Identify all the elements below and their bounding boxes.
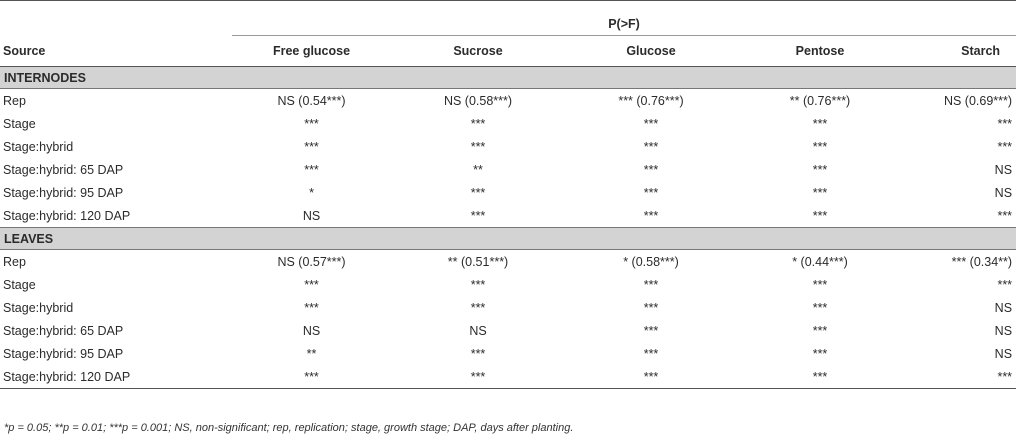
section-title: INTERNODES bbox=[0, 67, 1016, 89]
column-header-sucrose: Sucrose bbox=[391, 36, 565, 67]
row-label: Stage:hybrid: 120 DAP bbox=[0, 365, 232, 389]
cell-starch: NS bbox=[994, 162, 1013, 177]
table-row bbox=[0, 181, 1016, 204]
cell-free-glucose: *** bbox=[304, 139, 319, 154]
cell-pentose: *** bbox=[812, 208, 828, 223]
column-header-row bbox=[0, 36, 1016, 67]
header-group-row bbox=[0, 1, 1016, 36]
cell-free-glucose: * bbox=[309, 185, 314, 200]
table-row bbox=[0, 89, 1016, 113]
section-header-leaves bbox=[0, 228, 1016, 250]
cell-glucose: *** bbox=[643, 277, 659, 292]
table-row bbox=[0, 158, 1016, 181]
cell-glucose: *** bbox=[643, 323, 659, 338]
cell-sucrose: NS (0.58***) bbox=[443, 93, 513, 108]
cell-glucose: *** bbox=[643, 116, 659, 131]
cell-pentose: *** bbox=[812, 300, 828, 315]
table-row bbox=[0, 296, 1016, 319]
table-row bbox=[0, 273, 1016, 296]
cell-starch: *** bbox=[997, 208, 1013, 223]
cell-pentose: *** bbox=[812, 185, 828, 200]
column-header-pentose: Pentose bbox=[737, 36, 903, 67]
cell-sucrose: *** bbox=[470, 300, 486, 315]
cell-sucrose: ** bbox=[473, 162, 483, 177]
cell-free-glucose: *** bbox=[304, 277, 319, 292]
cell-sucrose: NS bbox=[469, 323, 487, 338]
cell-free-glucose: *** bbox=[304, 116, 319, 131]
cell-starch: NS (0.69***) bbox=[943, 93, 1013, 108]
table-row bbox=[0, 342, 1016, 365]
cell-free-glucose: NS bbox=[302, 208, 321, 223]
row-label: Stage:hybrid: 65 DAP bbox=[3, 323, 124, 338]
cell-glucose: * (0.58***) bbox=[623, 254, 679, 269]
cell-sucrose: *** bbox=[470, 208, 486, 223]
cell-free-glucose: *** bbox=[232, 365, 391, 389]
column-header-source: Source bbox=[0, 36, 232, 67]
cell-glucose: *** bbox=[643, 139, 659, 154]
cell-pentose: *** bbox=[812, 277, 828, 292]
table-row bbox=[0, 250, 1016, 274]
cell-glucose: *** (0.76***) bbox=[618, 93, 684, 108]
cell-glucose: *** bbox=[643, 162, 659, 177]
cell-starch: NS bbox=[994, 346, 1013, 361]
column-header-glucose: Glucose bbox=[565, 36, 737, 67]
cell-sucrose: *** bbox=[470, 277, 486, 292]
header-blank bbox=[0, 1, 232, 36]
row-label: Stage bbox=[3, 277, 36, 292]
row-label: Rep bbox=[3, 254, 26, 269]
cell-sucrose: *** bbox=[470, 346, 486, 361]
row-label: Stage:hybrid: 95 DAP bbox=[3, 185, 124, 200]
cell-pentose: * (0.44***) bbox=[792, 254, 848, 269]
cell-glucose: *** bbox=[643, 300, 659, 315]
p-value-group-header: P(>F) bbox=[232, 1, 1016, 36]
table-row bbox=[0, 365, 1016, 389]
cell-pentose: *** bbox=[812, 116, 828, 131]
cell-pentose: *** bbox=[812, 139, 828, 154]
cell-pentose: ** (0.76***) bbox=[789, 93, 851, 108]
section-header-internodes bbox=[0, 67, 1016, 89]
cell-glucose: *** bbox=[643, 346, 659, 361]
row-label: Stage:hybrid bbox=[3, 300, 74, 315]
table-row bbox=[0, 204, 1016, 228]
cell-starch: NS bbox=[994, 323, 1013, 338]
cell-free-glucose: *** bbox=[304, 300, 319, 315]
cell-pentose: *** bbox=[812, 346, 828, 361]
cell-sucrose: *** bbox=[391, 365, 565, 389]
table-row bbox=[0, 112, 1016, 135]
row-label: Rep bbox=[3, 93, 26, 108]
table-row bbox=[0, 319, 1016, 342]
cell-sucrose: *** bbox=[470, 139, 486, 154]
row-label: Stage bbox=[3, 116, 36, 131]
cell-glucose: *** bbox=[643, 208, 659, 223]
cell-sucrose: *** bbox=[470, 116, 486, 131]
cell-free-glucose: NS bbox=[302, 323, 321, 338]
cell-starch: *** bbox=[997, 139, 1013, 154]
cell-free-glucose: ** bbox=[306, 346, 317, 361]
cell-free-glucose: NS (0.57***) bbox=[277, 254, 346, 269]
cell-starch: *** bbox=[903, 365, 1016, 389]
cell-free-glucose: NS (0.54***) bbox=[277, 93, 346, 108]
cell-sucrose: *** bbox=[470, 185, 486, 200]
cell-starch: *** bbox=[997, 277, 1013, 292]
table-footnote: *p = 0.05; **p = 0.01; ***p = 0.001; NS, non-significant; rep, replication; stage, growth stage; DAP, days after planting. bbox=[4, 422, 574, 434]
cell-starch: NS bbox=[994, 300, 1013, 315]
cell-starch: *** bbox=[997, 116, 1013, 131]
cell-sucrose: ** (0.51***) bbox=[447, 254, 509, 269]
cell-glucose: *** bbox=[643, 185, 659, 200]
column-header-free-glucose: Free glucose bbox=[232, 36, 391, 67]
cell-pentose: *** bbox=[812, 323, 828, 338]
cell-pentose: *** bbox=[812, 162, 828, 177]
section-title: LEAVES bbox=[0, 228, 1016, 250]
cell-pentose: *** bbox=[737, 365, 903, 389]
row-label: Stage:hybrid: 65 DAP bbox=[3, 162, 124, 177]
cell-free-glucose: *** bbox=[304, 162, 319, 177]
cell-starch: NS bbox=[994, 185, 1013, 200]
row-label: Stage:hybrid: 120 DAP bbox=[3, 208, 131, 223]
table-row bbox=[0, 135, 1016, 158]
row-label: Stage:hybrid bbox=[3, 139, 74, 154]
column-header-starch: Starch bbox=[903, 36, 1016, 67]
cell-glucose: *** bbox=[565, 365, 737, 389]
cell-starch: *** (0.34**) bbox=[951, 254, 1013, 269]
row-label: Stage:hybrid: 95 DAP bbox=[3, 346, 124, 361]
